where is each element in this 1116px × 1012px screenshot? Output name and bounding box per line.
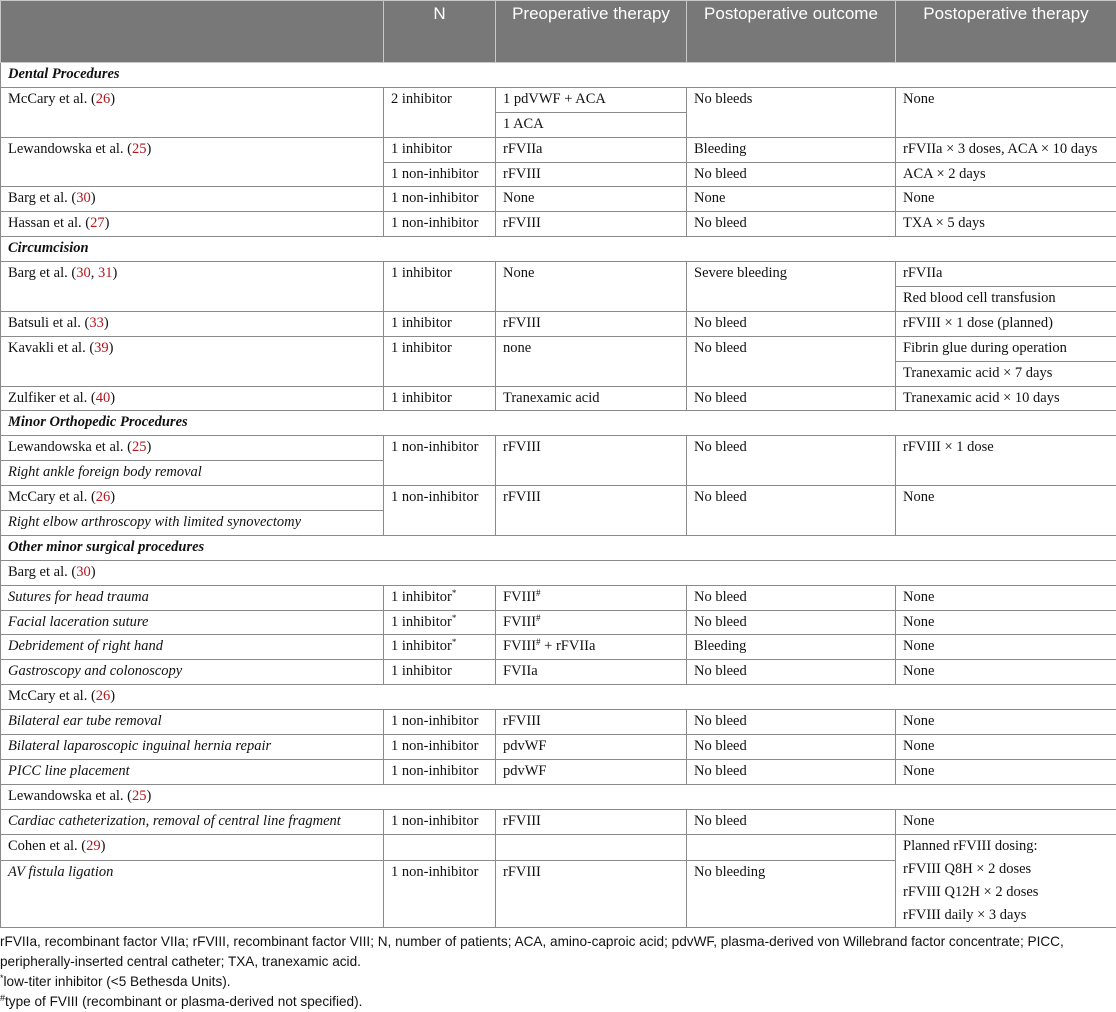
n-cell — [384, 834, 496, 860]
outcome-cell: No bleed — [687, 212, 896, 237]
section-row — [1, 535, 1116, 560]
preop-cell: rFVIIa — [496, 137, 687, 162]
study-cell: McCary et al. (26) — [1, 486, 384, 511]
study-cell: Lewandowska et al. (25) — [1, 784, 1116, 809]
preop-cell: rFVIII — [496, 436, 687, 486]
outcome-cell: No bleed — [687, 162, 896, 187]
header-preoperative-therapy: Preoperative therapy — [496, 1, 687, 63]
preop-cell: pdvWF — [496, 735, 687, 760]
outcome-cell: Bleeding — [687, 137, 896, 162]
study-cell: Zulfiker et al. (40) — [1, 386, 384, 411]
outcome-cell: Severe bleeding — [687, 262, 896, 312]
table-row — [1, 311, 1116, 336]
procedure-cell: Cardiac catheterization, removal of central line fragment — [1, 809, 384, 834]
n-cell: 1 inhibitor — [384, 137, 496, 162]
table-row — [1, 685, 1116, 710]
postop-cell: ACA × 2 days — [896, 162, 1116, 187]
postop-cell: None — [896, 735, 1116, 760]
postop-cell: None — [896, 759, 1116, 784]
reference-link[interactable]: 26 — [96, 489, 111, 505]
preop-cell: rFVIII — [496, 860, 687, 927]
reference-link[interactable]: 31 — [98, 265, 113, 281]
table-row — [1, 635, 1116, 660]
preop-cell — [496, 834, 687, 860]
n-cell: 1 non-inhibitor — [384, 187, 496, 212]
outcome-cell: No bleeds — [687, 87, 896, 137]
procedure-cell: Sutures for head trauma — [1, 585, 384, 610]
n-cell: 1 inhibitor — [384, 386, 496, 411]
table-row — [1, 784, 1116, 809]
outcome-cell: No bleed — [687, 585, 896, 610]
header-study — [1, 1, 384, 63]
preop-cell: rFVIII — [496, 212, 687, 237]
study-cell: Cohen et al. (29) — [1, 834, 384, 860]
reference-link[interactable]: 30 — [76, 265, 91, 281]
postop-cell: None — [896, 635, 1116, 660]
section-orthopedic: Minor Orthopedic Procedures — [1, 411, 1116, 436]
preop-cell: none — [496, 336, 687, 386]
preop-cell: rFVIII — [496, 311, 687, 336]
procedure-cell: Right elbow arthroscopy with limited synovectomy — [1, 511, 384, 536]
table-row — [1, 212, 1116, 237]
n-cell: 1 non-inhibitor — [384, 212, 496, 237]
header-postoperative-therapy: Postoperative therapy — [896, 1, 1116, 63]
header-n: N — [384, 1, 496, 63]
n-cell: 1 inhibitor — [384, 336, 496, 386]
n-cell: 1 non-inhibitor — [384, 735, 496, 760]
postop-cell: Tranexamic acid × 7 days — [896, 361, 1116, 386]
procedure-cell: PICC line placement — [1, 759, 384, 784]
outcome-cell: No bleeding — [687, 860, 896, 927]
reference-link[interactable]: 27 — [90, 215, 105, 231]
postop-cell: None — [896, 809, 1116, 834]
table-row — [1, 436, 1116, 461]
preop-cell: 1 ACA — [496, 112, 687, 137]
study-cell: Barg et al. (30) — [1, 560, 1116, 585]
reference-link[interactable]: 29 — [86, 838, 101, 854]
n-cell: 1 non-inhibitor — [384, 860, 496, 927]
table-row — [1, 386, 1116, 411]
preop-cell: Tranexamic acid — [496, 386, 687, 411]
postop-cell: Tranexamic acid × 10 days — [896, 386, 1116, 411]
table-row — [1, 137, 1116, 162]
study-cell: Kavakli et al. (39) — [1, 336, 384, 386]
reference-link[interactable]: 33 — [89, 315, 104, 331]
postop-cell: Planned rFVIII dosing: rFVIII Q8H × 2 doses rFVIII Q12H × 2 doses rFVIII daily × 3 days — [896, 834, 1116, 927]
table-row — [1, 560, 1116, 585]
header-postoperative-outcome: Postoperative outcome — [687, 1, 896, 63]
outcome-cell: No bleed — [687, 386, 896, 411]
procedure-cell: Bilateral laparoscopic inguinal hernia repair — [1, 735, 384, 760]
n-cell: 1 inhibitor* — [384, 610, 496, 635]
study-cell: Barg et al. (30) — [1, 187, 384, 212]
n-cell: 1 non-inhibitor — [384, 162, 496, 187]
section-row — [1, 411, 1116, 436]
n-cell: 1 inhibitor* — [384, 635, 496, 660]
section-circumcision: Circumcision — [1, 237, 1116, 262]
preop-cell: pdvWF — [496, 759, 687, 784]
procedure-cell: Facial laceration suture — [1, 610, 384, 635]
n-cell: 1 non-inhibitor — [384, 759, 496, 784]
outcome-cell: No bleed — [687, 735, 896, 760]
postop-cell: Red blood cell transfusion — [896, 287, 1116, 312]
postop-cell: rFVIIa × 3 doses, ACA × 10 days — [896, 137, 1116, 162]
table-row — [1, 336, 1116, 361]
procedure-cell: Right ankle foreign body removal — [1, 461, 384, 486]
table-row — [1, 834, 1116, 860]
n-cell: 1 inhibitor — [384, 262, 496, 312]
outcome-cell: No bleed — [687, 660, 896, 685]
reference-link[interactable]: 26 — [96, 688, 111, 704]
table-row — [1, 486, 1116, 511]
study-cell: Barg et al. (30, 31) — [1, 262, 384, 312]
table-row — [1, 585, 1116, 610]
section-row — [1, 63, 1116, 88]
table-row — [1, 87, 1116, 112]
postop-cell: None — [896, 187, 1116, 212]
section-other: Other minor surgical procedures — [1, 535, 1116, 560]
study-cell: Lewandowska et al. (25) — [1, 137, 384, 187]
postop-cell: rFVIII × 1 dose — [896, 436, 1116, 486]
preop-cell: rFVIII — [496, 162, 687, 187]
study-cell: McCary et al. (26) — [1, 87, 384, 137]
outcome-cell: No bleed — [687, 436, 896, 486]
preop-cell: rFVIII — [496, 486, 687, 536]
outcome-cell: No bleed — [687, 710, 896, 735]
table-row — [1, 809, 1116, 834]
postop-cell: Fibrin glue during operation — [896, 336, 1116, 361]
preop-cell: FVIIa — [496, 660, 687, 685]
procedure-cell: Debridement of right hand — [1, 635, 384, 660]
reference-link[interactable]: 30 — [76, 564, 91, 580]
preop-cell: FVIII# — [496, 610, 687, 635]
reference-link[interactable]: 25 — [132, 788, 147, 804]
inhibitor-footnote: *low-titer inhibitor (<5 Bethesda Units). — [0, 972, 1112, 992]
table-row — [1, 735, 1116, 760]
table-row — [1, 610, 1116, 635]
postop-cell: None — [896, 660, 1116, 685]
study-cell: McCary et al. (26) — [1, 685, 1116, 710]
section-row — [1, 237, 1116, 262]
n-cell: 1 non-inhibitor — [384, 436, 496, 486]
table-header-row — [1, 1, 1116, 63]
fviii-type-footnote: #type of FVIII (recombinant or plasma-derived not specified). — [0, 992, 1112, 1012]
abbreviations-footnote: rFVIIa, recombinant factor VIIa; rFVIII, recombinant factor VIII; N, number of patients; ACA, amino-caproic acid; pdvWF, plasma-derived von Willebrand factor concentrate; PICC, peripherally-inserted central catheter; TXA, tranexamic acid. — [0, 932, 1112, 972]
table-footnotes — [0, 932, 1112, 1012]
n-cell: 1 non-inhibitor — [384, 486, 496, 536]
outcome-cell: No bleed — [687, 311, 896, 336]
postop-cell: None — [896, 486, 1116, 536]
table-row — [1, 187, 1116, 212]
preop-cell: FVIII# — [496, 585, 687, 610]
reference-link[interactable]: 39 — [94, 340, 109, 356]
outcome-cell: No bleed — [687, 809, 896, 834]
reference-link[interactable]: 25 — [132, 439, 147, 455]
n-cell: 1 non-inhibitor — [384, 809, 496, 834]
table-row — [1, 660, 1116, 685]
n-cell: 1 inhibitor — [384, 311, 496, 336]
postop-cell: rFVIII × 1 dose (planned) — [896, 311, 1116, 336]
n-cell: 1 inhibitor* — [384, 585, 496, 610]
reference-link[interactable]: 25 — [132, 141, 147, 157]
preop-cell: rFVIII — [496, 809, 687, 834]
table-row — [1, 759, 1116, 784]
study-cell: Hassan et al. (27) — [1, 212, 384, 237]
preop-cell: None — [496, 262, 687, 312]
reference-link[interactable]: 26 — [96, 91, 111, 107]
procedure-cell: Bilateral ear tube removal — [1, 710, 384, 735]
preop-cell: rFVIII — [496, 710, 687, 735]
table-row — [1, 710, 1116, 735]
table-row — [1, 262, 1116, 287]
preop-cell: FVIII# + rFVIIa — [496, 635, 687, 660]
preop-cell: None — [496, 187, 687, 212]
postop-cell: rFVIIa — [896, 262, 1116, 287]
outcome-cell: No bleed — [687, 610, 896, 635]
postop-cell: None — [896, 710, 1116, 735]
outcome-cell — [687, 834, 896, 860]
outcome-cell: No bleed — [687, 486, 896, 536]
procedure-cell: Gastroscopy and colonoscopy — [1, 660, 384, 685]
n-cell: 1 non-inhibitor — [384, 710, 496, 735]
study-cell: Batsuli et al. (33) — [1, 311, 384, 336]
preop-cell: 1 pdVWF + ACA — [496, 87, 687, 112]
outcome-cell: Bleeding — [687, 635, 896, 660]
n-cell: 1 inhibitor — [384, 660, 496, 685]
postop-cell: TXA × 5 days — [896, 212, 1116, 237]
study-cell: Lewandowska et al. (25) — [1, 436, 384, 461]
outcome-cell: None — [687, 187, 896, 212]
outcome-cell: No bleed — [687, 336, 896, 386]
procedure-cell: AV fistula ligation — [1, 860, 384, 927]
reference-link[interactable]: 30 — [76, 190, 91, 206]
reference-link[interactable]: 40 — [96, 390, 111, 406]
postop-cell: None — [896, 87, 1116, 137]
postop-cell: None — [896, 610, 1116, 635]
outcome-cell: No bleed — [687, 759, 896, 784]
section-dental: Dental Procedures — [1, 63, 1116, 88]
postop-cell: None — [896, 585, 1116, 610]
n-cell: 2 inhibitor — [384, 87, 496, 137]
